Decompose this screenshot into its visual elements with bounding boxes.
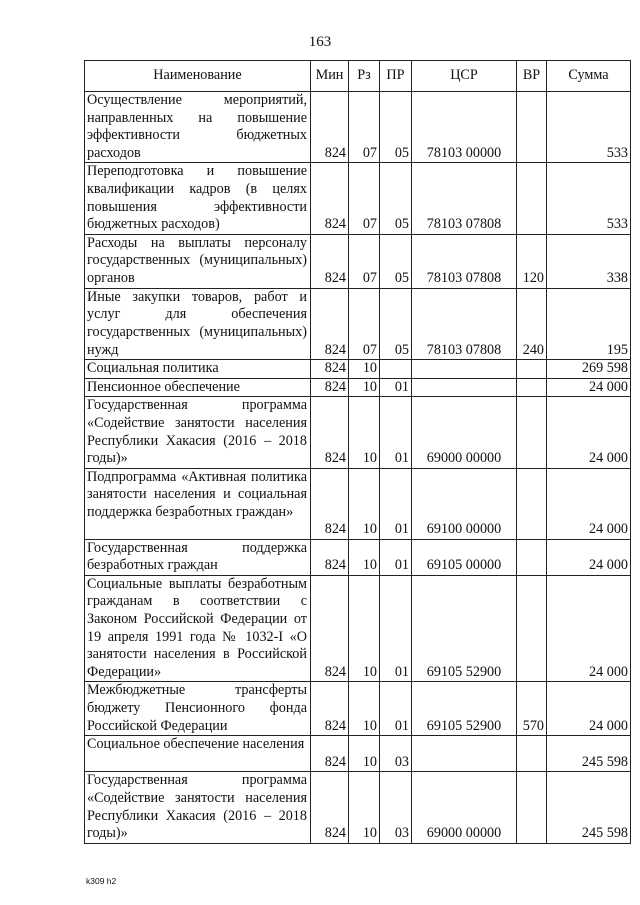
footer-code: k309 h2 (86, 876, 117, 886)
table-row (85, 288, 631, 359)
table-row (85, 682, 631, 736)
row-pr: 01 (380, 468, 412, 539)
row-pr: 03 (380, 772, 412, 843)
table-row (85, 163, 631, 234)
row-rz: 10 (349, 682, 380, 736)
row-sum: 533 (547, 92, 631, 163)
page-number: 163 (308, 34, 332, 50)
row-rz: 10 (349, 397, 380, 468)
row-pr: 05 (380, 92, 412, 163)
header-pr: ПР (380, 61, 412, 92)
row-min: 824 (311, 682, 349, 736)
row-sum: 24 000 (547, 539, 631, 575)
row-sum: 245 598 (547, 736, 631, 772)
header-rz: Рз (349, 61, 380, 92)
row-rz: 10 (349, 736, 380, 772)
row-rz: 07 (349, 234, 380, 288)
table-row (85, 92, 631, 163)
row-min: 824 (311, 92, 349, 163)
table-row (85, 360, 631, 379)
row-name: Иные закупки товаров, работ и услуг для обеспечения государственных (муниципальных) нужд (85, 288, 311, 359)
row-pr: 01 (380, 539, 412, 575)
row-sum: 338 (547, 234, 631, 288)
row-sum: 269 598 (547, 360, 631, 379)
row-csr: 78103 07808 (412, 163, 517, 234)
row-name: Пенсионное обеспечение (85, 378, 311, 397)
row-min: 824 (311, 736, 349, 772)
table-row (85, 234, 631, 288)
row-name: Переподготовка и повышение квалификации кадров (в целях повышения эффективности бюджетных расходов) (85, 163, 311, 234)
row-vr (517, 736, 547, 772)
header-min: Мин (311, 61, 349, 92)
row-csr: 78103 07808 (412, 234, 517, 288)
row-name: Государственная поддержка безработных граждан (85, 539, 311, 575)
header-row (85, 61, 631, 92)
row-rz: 10 (349, 378, 380, 397)
row-rz: 07 (349, 163, 380, 234)
row-vr (517, 772, 547, 843)
row-rz: 10 (349, 360, 380, 379)
table-row (85, 772, 631, 843)
row-min: 824 (311, 539, 349, 575)
table-row (85, 397, 631, 468)
row-csr (412, 360, 517, 379)
row-name: Социальные выплаты безработным гражданам в соответствии с Законом Российской Федерации от 19 апреля 1991 года № 1032-I «О занятости населения в Российской Федерации» (85, 575, 311, 682)
row-min: 824 (311, 360, 349, 379)
row-name: Межбюджетные трансферты бюджету Пенсионного фонда Российской Федерации (85, 682, 311, 736)
table-row (85, 575, 631, 682)
row-name: Государственная программа «Содействие занятости населения Республики Хакасия (2016 – 2018 годы)» (85, 397, 311, 468)
row-pr: 01 (380, 575, 412, 682)
row-sum: 245 598 (547, 772, 631, 843)
row-pr: 05 (380, 234, 412, 288)
row-pr: 01 (380, 378, 412, 397)
row-sum: 533 (547, 163, 631, 234)
table-row (85, 736, 631, 772)
row-vr (517, 397, 547, 468)
header-name: Наименование (85, 61, 311, 92)
header-vr: ВР (517, 61, 547, 92)
row-sum: 24 000 (547, 575, 631, 682)
row-csr: 69100 00000 (412, 468, 517, 539)
row-rz: 10 (349, 575, 380, 682)
row-min: 824 (311, 288, 349, 359)
header-sum: Сумма (547, 61, 631, 92)
row-pr: 05 (380, 163, 412, 234)
row-pr (380, 360, 412, 379)
row-vr: 240 (517, 288, 547, 359)
table-row (85, 468, 631, 539)
row-name: Расходы на выплаты персоналу государственных (муниципальных) органов (85, 234, 311, 288)
row-name: Государственная программа «Содействие занятости населения Республики Хакасия (2016 – 2018 годы)» (85, 772, 311, 843)
row-csr: 69105 52900 (412, 682, 517, 736)
row-rz: 10 (349, 539, 380, 575)
row-min: 824 (311, 163, 349, 234)
row-min: 824 (311, 397, 349, 468)
row-csr: 69105 00000 (412, 539, 517, 575)
row-csr: 69000 00000 (412, 772, 517, 843)
row-vr: 570 (517, 682, 547, 736)
row-min: 824 (311, 575, 349, 682)
row-rz: 10 (349, 468, 380, 539)
row-pr: 03 (380, 736, 412, 772)
row-rz: 10 (349, 772, 380, 843)
row-vr (517, 539, 547, 575)
row-vr (517, 360, 547, 379)
row-vr: 120 (517, 234, 547, 288)
row-pr: 01 (380, 397, 412, 468)
row-sum: 24 000 (547, 468, 631, 539)
row-pr: 05 (380, 288, 412, 359)
row-vr (517, 575, 547, 682)
row-name: Осуществление мероприятий, направленных на повышение эффективности бюджетных расходов (85, 92, 311, 163)
row-min: 824 (311, 468, 349, 539)
row-sum: 195 (547, 288, 631, 359)
row-vr (517, 163, 547, 234)
table-row (85, 378, 631, 397)
row-vr (517, 378, 547, 397)
row-vr (517, 92, 547, 163)
row-name: Подпрограмма «Активная политика занятости населения и социальная поддержка безработных граждан» (85, 468, 311, 539)
budget-table (84, 60, 631, 844)
row-sum: 24 000 (547, 397, 631, 468)
row-csr: 69000 00000 (412, 397, 517, 468)
row-pr: 01 (380, 682, 412, 736)
row-csr: 69105 52900 (412, 575, 517, 682)
row-sum: 24 000 (547, 682, 631, 736)
row-rz: 07 (349, 288, 380, 359)
row-sum: 24 000 (547, 378, 631, 397)
header-csr: ЦСР (412, 61, 517, 92)
table-row (85, 539, 631, 575)
row-name: Социальное обеспечение населения (85, 736, 311, 772)
row-min: 824 (311, 378, 349, 397)
row-csr (412, 736, 517, 772)
row-min: 824 (311, 772, 349, 843)
row-csr: 78103 07808 (412, 288, 517, 359)
row-rz: 07 (349, 92, 380, 163)
row-vr (517, 468, 547, 539)
row-csr: 78103 00000 (412, 92, 517, 163)
row-min: 824 (311, 234, 349, 288)
row-csr (412, 378, 517, 397)
row-name: Социальная политика (85, 360, 311, 379)
